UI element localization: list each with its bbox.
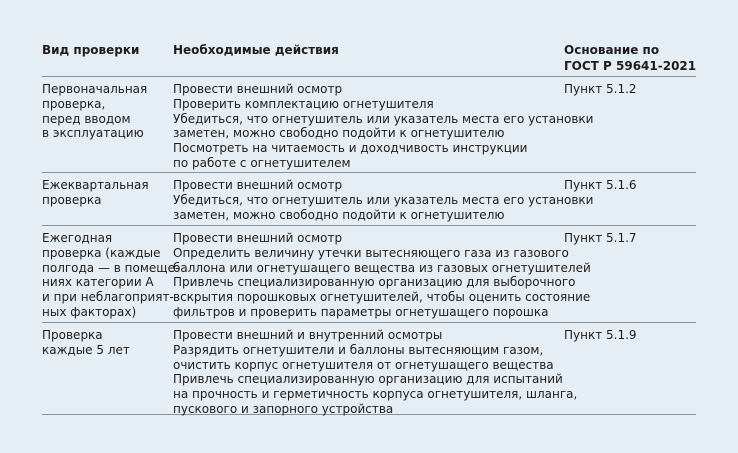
header-basis: [564, 42, 696, 74]
action-line: Привлечь специализированную организацию для выборочного: [173, 275, 576, 290]
action-line: Провести внешний осмотр: [173, 178, 343, 192]
table-row: [42, 226, 696, 323]
action-line: Посмотреть на читаемость и доходчивость инструкции: [173, 141, 528, 156]
inspection-type-cell: [42, 82, 170, 141]
action-line: Убедиться, что огнетушитель или указатель места его установки: [173, 192, 594, 207]
inspection-type-line: полгода — в помеще-: [42, 260, 180, 275]
inspection-type-line: ных факторах): [42, 304, 137, 319]
action-line: Разрядить огнетушители и баллоны вытесняющим газом,: [173, 342, 544, 357]
action-line: фильтров и проверить параметры огнетушащего порошка: [173, 304, 549, 319]
inspection-type-line: каждые 5 лет: [42, 342, 130, 357]
inspection-type-line: проверка (каждые: [42, 245, 161, 260]
inspection-type-line: ниях категории А: [42, 275, 154, 290]
action-line: на прочность и герметичность корпуса огнетушителя, шланга,: [173, 387, 578, 402]
inspection-type-line: и при неблагоприят-: [42, 290, 174, 305]
basis-cell: Пункт 5.1.6: [564, 178, 637, 192]
header-inspection-type: Вид проверки: [42, 43, 140, 57]
inspection-type-cell: [42, 231, 180, 320]
inspection-type-line: в эксплуатацию: [42, 126, 144, 141]
inspection-type-line: проверка,: [42, 96, 106, 111]
inspection-type-line: Ежегодная: [42, 231, 113, 245]
inspection-type-line: Проверка: [42, 328, 103, 342]
actions-cell: [173, 82, 594, 171]
inspection-type-line: Первоначальная: [42, 82, 148, 96]
action-line: Провести внешний осмотр: [173, 82, 343, 96]
action-line: Убедиться, что огнетушитель или указатель места его установки: [173, 111, 594, 126]
table-row: [42, 173, 696, 226]
action-line: вскрытия порошковых огнетушителей, чтобы оценить состояние: [173, 290, 591, 305]
inspection-type-line: Ежеквартальная: [42, 178, 149, 192]
action-line: заметен, можно свободно подойти к огнетушителю: [173, 207, 505, 222]
actions-cell: [173, 231, 591, 320]
action-line: по работе с огнетушителем: [173, 155, 351, 170]
basis-cell: Пункт 5.1.9: [564, 328, 637, 342]
action-line: пускового и запорного устройства: [173, 401, 394, 416]
action-line: Провести внешний осмотр: [173, 231, 343, 245]
actions-cell: [173, 178, 594, 222]
action-line: баллона или огнетушащего вещества из газовых огнетушителей: [173, 260, 591, 275]
action-line: заметен, можно свободно подойти к огнетушителю: [173, 126, 505, 141]
header-basis-line: Основание по: [564, 43, 660, 57]
inspection-type-line: перед вводом: [42, 111, 131, 126]
actions-cell: [173, 328, 578, 417]
inspection-table: [42, 0, 696, 415]
basis-cell: Пункт 5.1.2: [564, 82, 637, 96]
action-line: Провести внешний и внутренний осмотры: [173, 328, 443, 342]
header-required-actions: Необходимые действия: [173, 43, 339, 57]
action-line: Определить величину утечки вытесняющего газа из газового: [173, 245, 569, 260]
table-header: [42, 0, 696, 77]
inspection-type-line: проверка: [42, 192, 102, 207]
inspection-type-cell: [42, 328, 170, 358]
action-line: Проверить комплектацию огнетушителя: [173, 96, 434, 111]
inspection-type-cell: [42, 178, 170, 208]
action-line: Привлечь специализированную организацию для испытаний: [173, 372, 563, 387]
header-basis-line: ГОСТ Р 59641-2021: [564, 59, 697, 73]
action-line: очистить корпус огнетушителя от огнетушащего вещества: [173, 357, 554, 372]
basis-cell: Пункт 5.1.7: [564, 231, 637, 245]
table-row: [42, 323, 696, 415]
table-row: [42, 77, 696, 173]
